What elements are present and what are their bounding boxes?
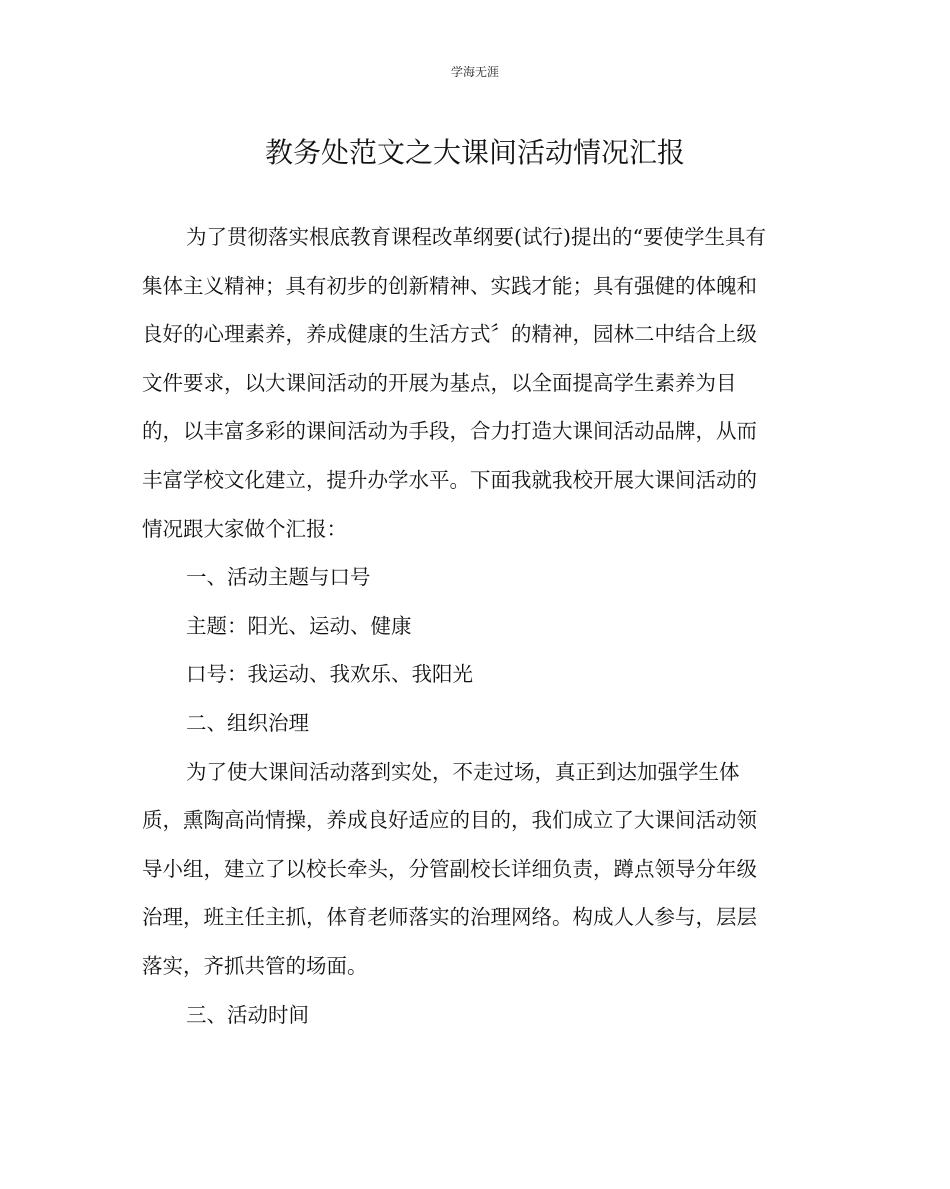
document-title: 教务处范文之大课间活动情况汇报 xyxy=(264,136,685,169)
paragraph-line: 导小组，建立了以校长牵头，分管副校长详细负责，蹲点领导分年级 xyxy=(142,856,757,881)
paragraph-line: 情况跟大家做个汇报： xyxy=(142,516,347,541)
paragraph-line: 良好的心理素养，养成健康的生活方式〞的精神，园林二中结合上级 xyxy=(142,322,757,347)
paragraph-line: 为了使大课间活动落到实处，不走过场，真正到达加强学生体 xyxy=(186,759,740,784)
theme-line: 主题：阳光、运动、健康 xyxy=(186,613,412,638)
paragraph-line: 丰富学校文化建立，提升办学水平。下面我就我校开展大课间活动的 xyxy=(142,467,757,492)
document-body xyxy=(142,213,807,1039)
paragraph-line: 治理，班主任主抓，体育老师落实的治理网络。构成人人参与，层层 xyxy=(142,905,757,930)
paragraph-line: 为了贯彻落实根底教育课程改革纲要(试行)提出的“要使学生具有 xyxy=(186,225,766,249)
paragraph-line: 落实，齐抓共管的场面。 xyxy=(142,953,368,978)
paragraph-line: 集体主义精神；具有初步的创新精神、实践才能；具有强健的体魄和 xyxy=(142,273,757,298)
slogan-line: 口号：我运动、我欢乐、我阳光 xyxy=(186,662,473,687)
section-heading-organization: 二、组织治理 xyxy=(186,710,309,735)
organization-paragraph xyxy=(142,748,807,991)
intro-paragraph xyxy=(142,213,807,553)
section-heading-theme: 一、活动主题与口号 xyxy=(186,565,371,590)
running-header: 学海无涯 xyxy=(450,65,499,79)
paragraph-line: 的，以丰富多彩的课间活动为手段，合力打造大课间活动品牌，从而 xyxy=(142,419,757,444)
paragraph-line: 质，熏陶高尚情操，养成良好适应的目的，我们成立了大课间活动领 xyxy=(142,808,757,833)
paragraph-line: 文件要求，以大课间活动的开展为基点，以全面提高学生素养为目 xyxy=(142,370,737,395)
section-heading-time: 三、活动时间 xyxy=(186,1002,309,1027)
